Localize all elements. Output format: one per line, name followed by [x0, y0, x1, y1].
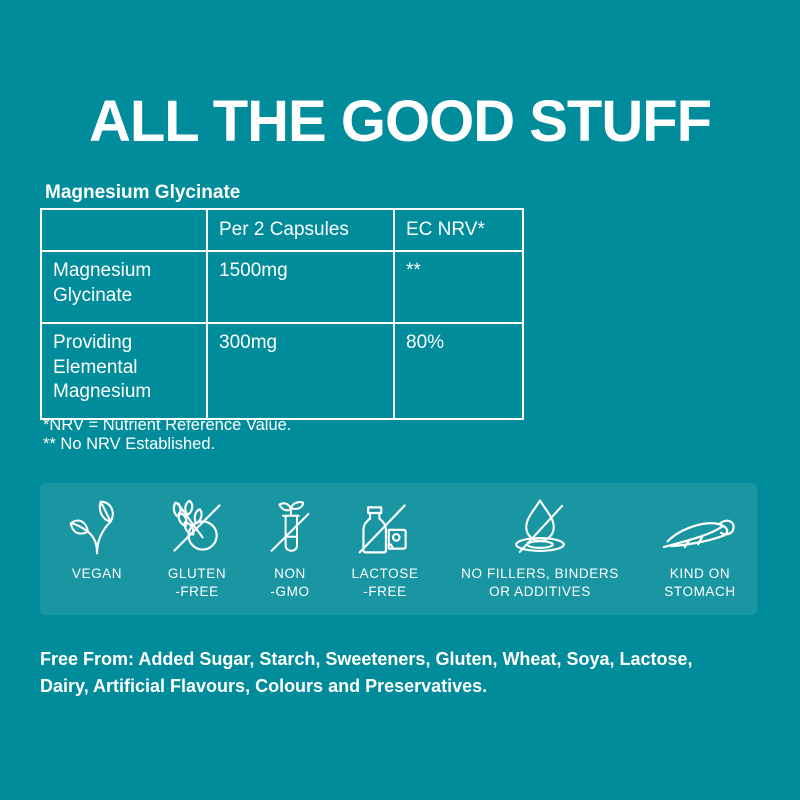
badge-label: NON -GMO: [270, 566, 310, 599]
row-value-nrv: 80%: [394, 323, 523, 419]
vegan-sprout-icon: [68, 497, 126, 559]
free-from-statement: [40, 646, 740, 700]
column-header-per-2-capsules: Per 2 Capsules: [207, 209, 394, 251]
page-title: ALL THE GOOD STUFF: [88, 89, 712, 154]
table-footnotes: [43, 416, 291, 454]
row-value-amount: 1500mg: [207, 251, 394, 323]
nutrition-table: [40, 208, 524, 420]
badge-gluten-free: [147, 497, 247, 600]
row-label-elemental-magnesium: Providing Elemental Magnesium: [41, 323, 207, 419]
footnote-nrv-definition: *NRV = Nutrient Reference Value.: [43, 416, 292, 434]
kind-on-stomach-icon: [660, 497, 740, 559]
row-value-amount: 300mg: [207, 323, 394, 419]
free-from-line-1: Free From: Added Sugar, Starch, Sweeteners, Gluten, Wheat, Soya, Lactose,: [40, 649, 693, 669]
badge-kind-on-stomach: [615, 497, 785, 600]
badge-lactose-free: [335, 497, 435, 600]
table-row: [41, 323, 523, 419]
table-corner-cell: [41, 209, 207, 251]
non-gmo-icon: [262, 497, 318, 559]
badge-non-gmo: [240, 497, 340, 600]
no-fillers-icon: [507, 497, 573, 559]
lactose-free-icon: [354, 497, 416, 559]
badge-label: NO FILLERS, BINDERS OR ADDITIVES: [461, 566, 619, 599]
benefit-badges-panel: [40, 483, 757, 615]
product-name-label: Magnesium Glycinate: [45, 182, 241, 203]
free-from-line-2: Dairy, Artificial Flavours, Colours and Preservatives.: [40, 676, 488, 696]
table-row: [41, 251, 523, 323]
column-header-ec-nrv: EC NRV*: [394, 209, 523, 251]
badge-label: GLUTEN -FREE: [167, 566, 227, 599]
gluten-free-icon: [167, 497, 227, 559]
row-value-nrv: **: [394, 251, 523, 323]
footnote-no-nrv: ** No NRV Established.: [43, 435, 216, 454]
badge-label: KIND ON STOMACH: [664, 566, 736, 599]
row-label-magnesium-glycinate: Magnesium Glycinate: [41, 251, 207, 323]
badge-label: LACTOSE -FREE: [351, 566, 419, 599]
badge-label: VEGAN: [71, 566, 123, 581]
table-header-row: [41, 209, 523, 251]
badge-vegan: [47, 497, 147, 583]
